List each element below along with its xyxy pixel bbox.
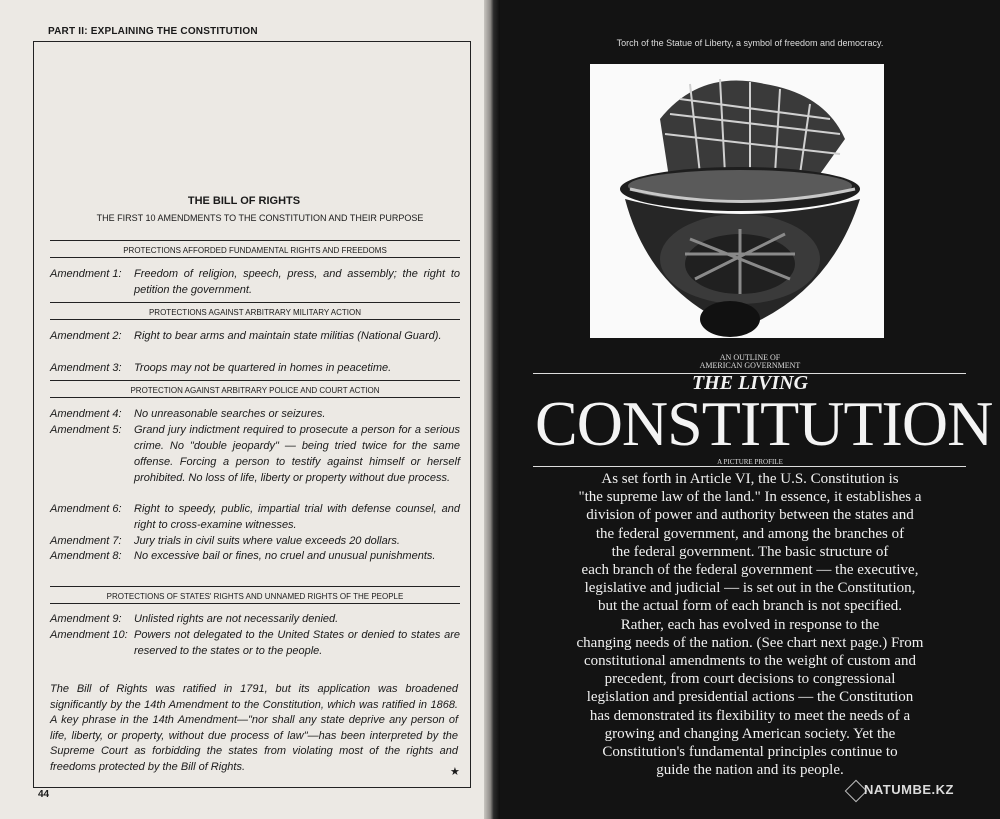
amendment-label: Amendment 8:	[50, 550, 122, 562]
picture-profile-label: A PICTURE PROFILE	[717, 458, 783, 466]
intro-line: the federal government, and among the branches of	[595, 525, 905, 542]
intro-line: legislation and presidential actions — the Constitution	[586, 689, 914, 706]
amendment-text: Freedom of religion, speech, press, and assembly; the right to petition the government.	[134, 268, 460, 296]
intro-line: Rather, each has evolved in response to the	[620, 616, 880, 633]
section-rule	[50, 240, 460, 241]
page-number: 44	[38, 789, 50, 800]
section-rule	[50, 302, 460, 303]
bill-of-rights-title: THE BILL OF RIGHTS	[187, 195, 301, 207]
intro-line: guide the nation and its people.	[656, 762, 844, 779]
amendment-text: Powers not delegated to the United States or denied to states are reserved to the states or to the people.	[134, 629, 460, 657]
amendment-1	[50, 266, 460, 298]
torch-photo	[590, 64, 884, 338]
intro-line: each branch of the federal government — the executive,	[581, 562, 919, 579]
intro-line: but the actual form of each branch is not specified.	[597, 598, 903, 615]
intro-line: has demonstrated its flexibility to meet the needs of a	[589, 707, 911, 724]
amendment-2	[50, 328, 460, 344]
amendment-label: Amendment 1:	[50, 268, 122, 280]
amendment-9	[50, 611, 460, 627]
amendment-label: Amendment 9:	[50, 613, 122, 625]
amendment-6	[50, 501, 460, 533]
intro-text	[520, 470, 980, 779]
amendment-10	[50, 627, 460, 659]
constitution-heading: CONSTITUTION	[535, 388, 993, 459]
amendment-7	[50, 533, 460, 549]
intro-line: the federal government. The basic structure of	[611, 543, 889, 560]
amendment-text: No unreasonable searches or seizures.	[134, 408, 326, 420]
amendment-label: Amendment 4:	[50, 408, 122, 420]
amendment-text: Grand jury indictment required to prosecute a person for a serious crime. No "double jeopardy" — being tried twice for the same offense. Forcing a person to testify against himself or herself prohibited. No loss of life, liberty or property without due process.	[134, 424, 460, 484]
section-rule	[50, 380, 460, 381]
amendment-label: Amendment 2:	[50, 330, 122, 342]
section-heading-military: PROTECTIONS AGAINST ARBITRARY MILITARY ACTION	[50, 308, 460, 320]
intro-line: Constitution's fundamental principles continue to	[602, 744, 898, 761]
amendment-label: Amendment 5:	[50, 424, 122, 436]
amendment-3	[50, 360, 460, 376]
amendment-text: Right to speedy, public, impartial trial with defense counsel, and right to cross-examine witnesses.	[134, 503, 460, 531]
amendment-text: No excessive bail or fines, no cruel and unusual punishments.	[134, 550, 436, 562]
section-heading-fundamental: PROTECTIONS AFFORDED FUNDAMENTAL RIGHTS AND FREEDOMS	[50, 246, 460, 258]
intro-line: "the supreme law of the land." In essence, it establishes a	[578, 489, 922, 506]
intro-line: legislative and judicial — is set out in the Constitution,	[584, 580, 916, 597]
watermark	[842, 782, 954, 797]
amendment-label: Amendment 3:	[50, 362, 122, 374]
amendment-text: Jury trials in civil suits where value exceeds 20 dollars.	[134, 535, 400, 547]
right-page	[500, 0, 1000, 819]
section-heading-police: PROTECTION AGAINST ARBITRARY POLICE AND COURT ACTION	[50, 386, 460, 398]
outline-label	[500, 354, 1000, 370]
amendment-text: Right to bear arms and maintain state militias (National Guard).	[134, 330, 442, 342]
amendment-8	[50, 548, 460, 564]
amendment-label: Amendment 6:	[50, 503, 122, 515]
outline-line-2: AMERICAN GOVERNMENT	[699, 361, 801, 370]
amendment-text: Unlisted rights are not necessarily denied.	[134, 613, 339, 625]
amendment-5	[50, 422, 460, 486]
intro-line: division of power and authority between the states and	[586, 507, 914, 524]
torch-illustration	[590, 64, 884, 338]
watermark-text: NATUMBE.KZ	[864, 782, 954, 797]
intro-line: As set forth in Article VI, the U.S. Constitution is	[601, 471, 899, 487]
intro-line: precedent, from court decisions to congressional	[604, 671, 896, 688]
intro-line: constitutional amendments to the weight of custom and	[583, 653, 917, 670]
star-icon: ★	[450, 766, 460, 778]
amendment-label: Amendment 10:	[50, 629, 128, 641]
photo-caption: Torch of the Statue of Liberty, a symbol of freedom and democracy.	[616, 38, 884, 48]
book-gutter	[484, 0, 500, 819]
section-heading-states-rights: PROTECTIONS OF STATES' RIGHTS AND UNNAMED RIGHTS OF THE PEOPLE	[50, 592, 460, 604]
running-head: PART II: EXPLAINING THE CONSTITUTION	[48, 26, 258, 37]
outline-line-1: AN OUTLINE OF	[719, 353, 781, 362]
bill-of-rights-subtitle: THE FIRST 10 AMENDMENTS TO THE CONSTITUTION AND THEIR PURPOSE	[96, 213, 424, 223]
intro-line: changing needs of the nation. (See chart next page.) From	[576, 634, 924, 651]
amendment-text: Troops may not be quartered in homes in peacetime.	[134, 362, 392, 374]
ratification-note: The Bill of Rights was ratified in 1791, but its application was broadened significantly by the 14th Amendment to the Constitution, which was ratified in 1868. A key phrase in the 14th Amendment—"nor shall any state deprive any person of life, liberty, or property, without due process of law"—has been interpreted by the Supreme Court as forbidding the states from violating most of the rights and freedoms protected by the Bill of Rights.	[50, 683, 458, 773]
left-page	[0, 0, 488, 819]
section-rule	[50, 586, 460, 587]
amendment-label: Amendment 7:	[50, 535, 122, 547]
title-rule-bottom	[533, 466, 966, 467]
intro-line: growing and changing American society. Yet the	[604, 725, 896, 742]
amendment-4	[50, 406, 460, 422]
the-living-heading: THE LIVING	[691, 372, 809, 394]
